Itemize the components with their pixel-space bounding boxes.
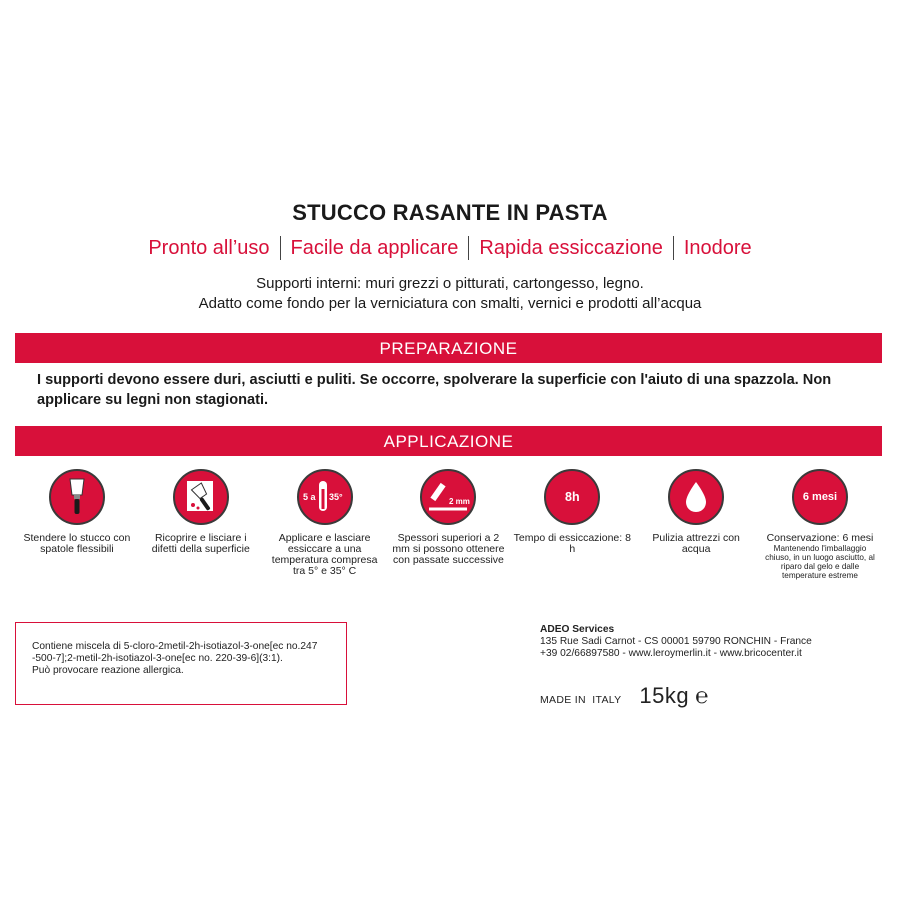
step-drying-time <box>513 469 631 580</box>
step-smoothing <box>142 469 260 580</box>
feature-list <box>0 236 900 260</box>
spatula-icon <box>49 469 105 525</box>
thickness-icon <box>420 469 476 525</box>
drying-time-label: 8h <box>565 490 580 504</box>
step-caption: Tempo di essiccazione: 8 h <box>513 532 631 555</box>
feature-quick-dry: Rapida essiccazione <box>469 236 673 260</box>
product-title: STUCCO RASANTE IN PASTA <box>292 200 608 225</box>
step-caption: Conservazione: 6 mesi <box>766 532 874 544</box>
storage-label: 6 mesi <box>802 491 838 503</box>
supports-line-1: Supporti interni: muri grezzi o pitturati, cartongesso, legno. <box>256 275 644 292</box>
svg-text:35°: 35° <box>328 492 343 502</box>
company-address: 135 Rue Sadi Carnot - CS 00001 59790 RONCHIN - France <box>540 636 812 647</box>
step-spatula <box>18 469 136 580</box>
company-name: ADEO Services <box>540 624 615 635</box>
supports-description <box>0 274 900 314</box>
water-drop-icon <box>668 469 724 525</box>
step-thickness <box>389 469 507 580</box>
step-caption: Spessori superiori a 2 mm si possono ottenere con passate successive <box>392 532 505 566</box>
step-temperature <box>266 469 384 580</box>
preparation-heading: PREPARAZIONE <box>15 333 882 363</box>
feature-odorless: Inodore <box>683 237 752 259</box>
feature-ready-to-use: Pronto all’uso <box>138 236 280 260</box>
hazard-warning <box>15 622 347 705</box>
application-heading: APPLICAZIONE <box>15 426 882 456</box>
thermometer-icon <box>297 469 353 525</box>
feature-easy-apply: Facile da applicare <box>281 236 470 260</box>
step-caption: Stendere lo stucco con spatole flessibili <box>23 532 131 555</box>
estimated-sign-icon: ℮ <box>695 683 709 708</box>
warning-line-3: Può provocare reazione allergica. <box>32 665 184 676</box>
made-in-label: MADE IN ITALY <box>540 694 622 706</box>
company-contacts: +39 02/66897580 - www.leroymerlin.it - www.bricocenter.it <box>540 648 802 659</box>
origin-quantity <box>540 683 708 709</box>
step-caption: Pulizia attrezzi con acqua <box>652 532 740 555</box>
application-steps <box>15 469 882 580</box>
step-caption: Ricoprire e lisciare i difetti della superficie <box>151 532 250 555</box>
warning-line-2: -500-7];2-metil-2h-isotiazol-3-one[ec no. 220-39-6](3:1). <box>32 653 283 664</box>
step-subcaption: Mantenendo l'imballaggio chiuso, in un luogo asciutto, al riparo dal gelo e dalle temperature estreme <box>765 544 875 580</box>
warning-line-1: Contiene miscela di 5-cloro-2metil-2h-isotiazol-3-one[ec no.247 <box>32 641 318 652</box>
smoothing-icon <box>173 469 229 525</box>
company-info <box>540 624 812 660</box>
svg-text:2 mm: 2 mm <box>449 497 471 506</box>
preparation-text: I supporti devono essere duri, asciutti e puliti. Se occorre, spolverare la superficie con l'aiuto di una spazzola. Non applicare su legni non stagionati. <box>37 372 832 408</box>
step-storage <box>761 469 879 580</box>
clock-icon <box>544 469 600 525</box>
svg-text:5 a: 5 a <box>302 492 316 502</box>
storage-icon <box>792 469 848 525</box>
supports-line-2: Adatto come fondo per la verniciatura con smalti, vernici e prodotti all’acqua <box>198 295 702 312</box>
step-cleaning <box>637 469 755 580</box>
step-caption: Applicare e lasciare essiccare a una temperatura compresa tra 5° e 35° C <box>271 532 378 577</box>
net-quantity: 15kg <box>639 683 690 708</box>
